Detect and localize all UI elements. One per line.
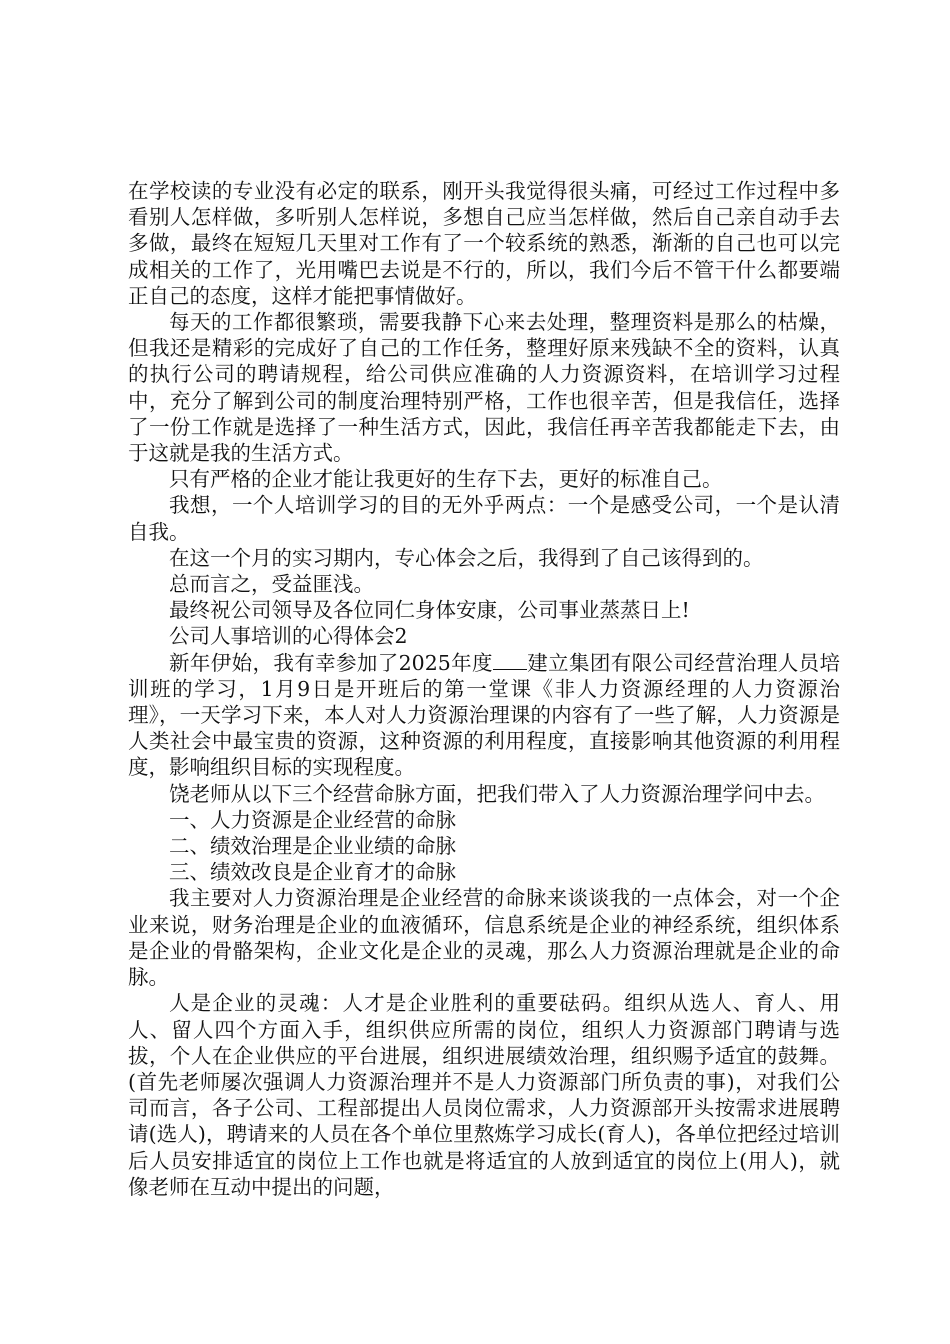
- lead-in-paragraph: 饶老师从以下三个经营命脉方面，把我们带入了人力资源治理学问中去。: [169, 781, 825, 806]
- fill-in-blank: [493, 651, 527, 670]
- document-body: [128, 178, 840, 1200]
- paragraph-4: 我想，一个人培训学习的目的无外乎两点：一个是感受公司，一个是认清自我。: [128, 493, 840, 544]
- intro-paragraph: [128, 650, 840, 781]
- intro-before-blank: 新年伊始，我有幸参加了2025年度: [169, 650, 493, 675]
- section-title: 公司人事培训的心得体会2: [169, 624, 408, 649]
- paragraph-6: 总而言之，受益匪浅。: [169, 572, 374, 597]
- body-paragraph-2: 人是企业的灵魂：人才是企业胜利的重要砝码。组织从选人、育人、用人、留人四个方面入手，组织供应所需的岗位，组织人力资源部门聘请与选拔，个人在企业供应的平台进展，组织进展绩效治理，组织赐予适宜的鼓舞。(首先老师屡次强调人力资源治理并不是人力资源部门所负责的事)，对我们公司而言，各子公司、工程部提出人员岗位需求，人力资源部开头按需求进展聘请(选人)，聘请来的人员在各个单位里熬炼学习成长(育人)，各单位把经过培训后人员安排适宜的岗位上工作也就是将适宜的人放到适宜的岗位上(用人)，就像老师在互动中提出的问题，: [128, 991, 840, 1199]
- list-item-2: 二、绩效治理是企业业绩的命脉: [169, 834, 456, 859]
- paragraph-7: 最终祝公司领导及各位同仁身体安康，公司事业蒸蒸日上!: [169, 598, 690, 623]
- paragraph-2: 每天的工作都很繁琐，需要我静下心来去处理，整理资料是那么的枯燥，但我还是精彩的完成好了自己的工作任务，整理好原来残缺不全的资料，认真的执行公司的聘请规程，给公司供应准确的人力资源资料，在培训学习过程中，充分了解到公司的制度治理特别严格，工作也很辛苦，但是我信任，选择了一份工作就是选择了一种生活方式，因此，我信任再辛苦我都能走下去，由于这就是我的生活方式。: [128, 310, 840, 466]
- paragraph-3: 只有严格的企业才能让我更好的生存下去，更好的标准自己。: [169, 467, 723, 492]
- paragraph-5: 在这一个月的实习期内，专心体会之后，我得到了自己该得到的。: [169, 545, 764, 570]
- list-item-3: 三、绩效改良是企业育才的命脉: [169, 860, 456, 885]
- body-paragraph-1: 我主要对人力资源治理是企业经营的命脉来谈谈我的一点体会，对一个企业来说，财务治理是企业的血液循环，信息系统是企业的神经系统，组织体系是企业的骨骼架构，企业文化是企业的灵魂，那么人力资源治理就是企业的命脉。: [128, 886, 840, 990]
- paragraph-1: 在学校读的专业没有必定的联系，刚开头我觉得很头痛，可经过工作过程中多看别人怎样做，多听别人怎样说，多想自己应当怎样做，然后自己亲自动手去多做，最终在短短几天里对工作有了一个较系统的熟悉，渐渐的自己也可以完成相关的工作了，光用嘴巴去说是不行的，所以，我们今后不管干什么都要端正自己的态度，这样才能把事情做好。: [128, 179, 840, 308]
- list-item-1: 一、人力资源是企业经营的命脉: [169, 807, 456, 832]
- intro-after-blank: 建立集团有限公司经营治理人员培训班的学习，1月9日是开班后的第一堂课《非人力资源经理的人力资源治理》，一天学习下来，本人对人力资源治理课的内容有了一些了解，人力资源是人类社会中最宝贵的资源，这种资源的利用程度，直接影响其他资源的利用程度，影响组织目标的实现程度。: [128, 650, 841, 780]
